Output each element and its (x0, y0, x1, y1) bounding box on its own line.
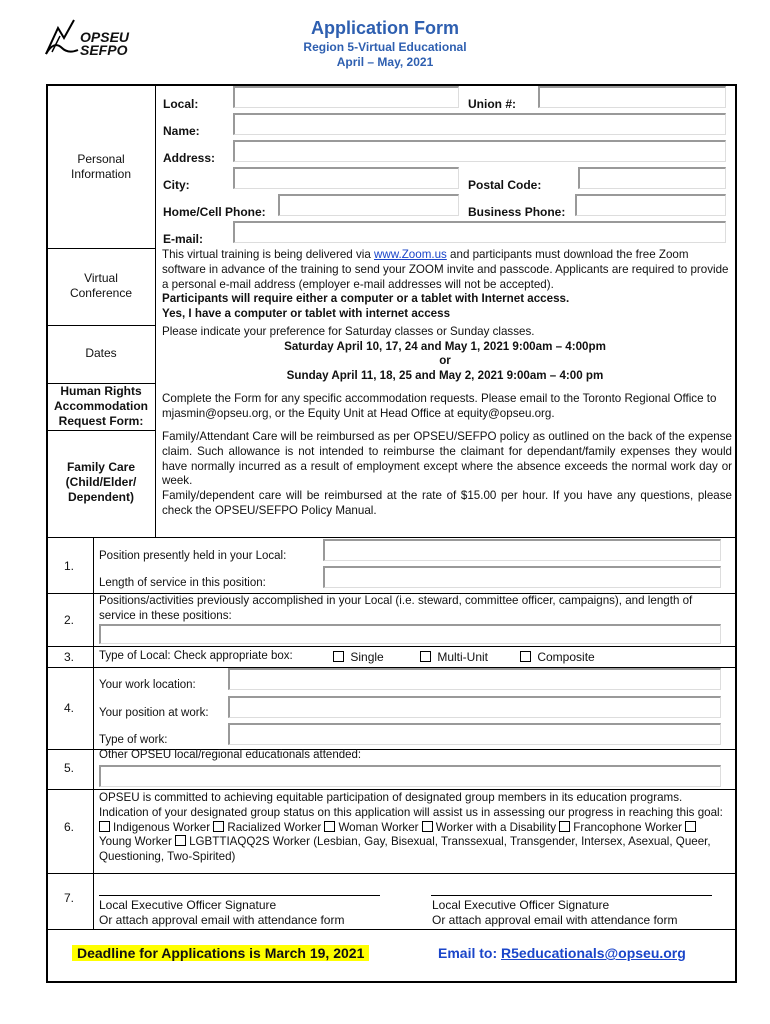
signature-2-note: Or attach approval email with attendance form (432, 913, 678, 927)
q4-position-input[interactable] (228, 696, 721, 718)
local-input[interactable] (233, 86, 459, 108)
question-number-6: 6. (63, 820, 74, 834)
question-number-7: 7. (63, 891, 74, 905)
signature-1-note: Or attach approval email with attendance form (99, 913, 345, 927)
q5-input[interactable] (99, 765, 721, 787)
dates-saturday: Saturday April 10, 17, 24 and May 1, 2021 9:00am – 4:00pm (284, 340, 606, 353)
q4-position-label: Your position at work: (99, 707, 209, 719)
q4-type-of-work-input[interactable] (228, 723, 721, 745)
dates-sunday: Sunday April 11, 18, 25 and May 2, 2021 9:00am – 4:00 pm (286, 369, 604, 382)
question-number-3: 3. (63, 650, 74, 664)
section-label-family-care: Family Care (Child/Elder/ Dependent) (65, 460, 137, 504)
page-subtitle-1: Region 5-Virtual Educational (303, 40, 467, 54)
label-union: Union #: (468, 97, 516, 111)
zoom-link[interactable]: www.Zoom.us (374, 248, 447, 261)
signature-2-label: Local Executive Officer Signature (432, 898, 610, 912)
name-input[interactable] (233, 113, 726, 135)
label-name: Name: (163, 124, 200, 138)
signature-line-2[interactable] (431, 895, 712, 896)
email-input[interactable] (233, 221, 726, 243)
label-email: E-mail: (163, 232, 204, 246)
question-number-1: 1. (63, 559, 74, 573)
single-checkbox[interactable] (333, 651, 344, 662)
racialized-checkbox[interactable] (213, 821, 224, 832)
footer-email-link[interactable]: R5educationals@opseu.org (501, 945, 686, 961)
city-input[interactable] (233, 167, 459, 189)
virtual-confirmation: Yes, I have a computer or tablet with internet access (162, 307, 451, 321)
section-label-human-rights: Human Rights Accommodation Request Form: (53, 384, 148, 428)
question-number-2: 2. (63, 613, 74, 627)
label-city: City: (163, 178, 190, 192)
q3-option-composite[interactable]: Composite (520, 650, 595, 664)
q6-option-indigenous[interactable]: Indigenous Worker (99, 821, 210, 834)
young-checkbox[interactable] (685, 821, 696, 832)
page-title: Application Form (311, 18, 459, 38)
q1-position-input[interactable] (323, 539, 721, 561)
business-phone-input[interactable] (575, 194, 726, 216)
label-business-phone: Business Phone: (468, 205, 566, 219)
dates-intro: Please indicate your preference for Saturday classes or Sunday classes. (162, 325, 535, 338)
q6-text: OPSEU is committed to achieving equitable participation of designated group members in its education programs. Indication of your designated group status on this application will assist us in assessing our progress in reaching this goal: Indigenous Worker Racialized Worker Woman Worker Worker with a Disability Francophone Worker Young Worker LGBTTIAQQ2S Worker (Lesbian, Gay, Bisexual, Transsexual, Transgender, Intersex, Asexual, Queer, Questioning, Two-Spirited) (99, 791, 723, 864)
q1-position-label: Position presently held in your Local: (99, 550, 287, 562)
disability-checkbox[interactable] (422, 821, 433, 832)
q4-type-of-work-label: Type of work: (99, 734, 168, 746)
family-care-text-1: Family/Attendant Care will be reimbursed as per OPSEU/SEFPO policy as outlined on the back of the expense claim. Such allowance is not intended to reimburse the claimant for dependant/family expenses they would have normally incurred as a result of employment except where the absence exceeds the normal work day or week. (162, 430, 732, 488)
union-number-input[interactable] (538, 86, 726, 108)
question-number-4: 4. (63, 701, 74, 715)
q1-length-input[interactable] (323, 566, 721, 588)
q6-option-disability[interactable]: Worker with a Disability (422, 821, 556, 834)
section-label-virtual: Virtual Conference (69, 271, 133, 300)
indigenous-checkbox[interactable] (99, 821, 110, 832)
email-footer: Email to: R5educationals@opseu.org (438, 945, 686, 961)
section-label-personal: Personal Information (70, 152, 132, 181)
q5-text: Other OPSEU local/regional educationals attended: (99, 749, 362, 761)
label-local: Local: (163, 97, 199, 111)
virtual-text: This virtual training is being delivered via www.Zoom.us and participants must download the free Zoom software in advance of the training to send your ZOOM invite and passcode. Applicants are required to provide a personal e-mail address (employer e-mail addresses will not be accepted). Participants will require either a computer or a tablet with Internet access. Yes, I have a computer or tablet with internet access (162, 248, 729, 321)
deadline-banner: Deadline for Applications is March 19, 2021 (72, 945, 369, 961)
address-input[interactable] (233, 140, 726, 162)
logo-text-2: SEFPO (80, 42, 128, 58)
postal-code-input[interactable] (578, 167, 726, 189)
q3-option-multi-unit[interactable]: Multi-Unit (420, 650, 488, 664)
virtual-requirement: Participants will require either a computer or a tablet with Internet access. (162, 292, 570, 306)
question-number-5: 5. (63, 761, 74, 775)
lgbttiaqq2s-checkbox[interactable] (175, 835, 186, 846)
q4-work-location-label: Your work location: (99, 679, 196, 691)
section-label-dates: Dates (85, 346, 117, 360)
signature-1-label: Local Executive Officer Signature (99, 898, 277, 912)
q2-input[interactable] (99, 624, 721, 644)
multi-unit-checkbox[interactable] (420, 651, 431, 662)
francophone-checkbox[interactable] (559, 821, 570, 832)
woman-checkbox[interactable] (324, 821, 335, 832)
label-address: Address: (163, 151, 216, 165)
q2-text: Positions/activities previously accomplished in your Local (i.e. steward, committee officer, campaigns), and length of service in these positions: (99, 594, 693, 622)
q1-length-label: Length of service in this position: (99, 577, 266, 589)
q4-work-location-input[interactable] (228, 668, 721, 690)
q6-option-lgbttiaqq2s[interactable]: LGBTTIAQQ2S Worker (Lesbian, Gay, Bisexual, Transsexual, Transgender, Intersex, Asexual, Queer, Questioning, Two-Spirited) (99, 835, 711, 864)
signature-line-1[interactable] (99, 895, 380, 896)
q6-option-woman[interactable]: Woman Worker (324, 821, 418, 834)
human-rights-text: Complete the Form for any specific accommodation requests. Please email to the Toronto Regional Office to mjasmin@opseu.org, or the Equity Unit at Head Office at equity@opseu.org. (162, 392, 717, 420)
q6-option-racialized[interactable]: Racialized Worker (213, 821, 321, 834)
family-care-text-2: Family/dependent care will be reimbursed at the rate of $15.00 per hour. If you have any questions, please check the OPSEU/SEFPO Policy Manual. (162, 489, 732, 517)
label-postal-code: Postal Code: (468, 178, 542, 192)
q3-text: Type of Local: Check appropriate box: (99, 650, 293, 662)
label-home-phone: Home/Cell Phone: (163, 205, 266, 219)
page-subtitle-2: April – May, 2021 (336, 55, 434, 69)
q6-option-young[interactable]: Young Worker (99, 821, 699, 849)
logo-text-1: OPSEU (80, 29, 130, 45)
q3-option-single[interactable]: Single (333, 650, 384, 664)
dates-or: or (439, 354, 451, 367)
home-phone-input[interactable] (278, 194, 459, 216)
q6-option-francophone[interactable]: Francophone Worker (559, 821, 682, 834)
composite-checkbox[interactable] (520, 651, 531, 662)
